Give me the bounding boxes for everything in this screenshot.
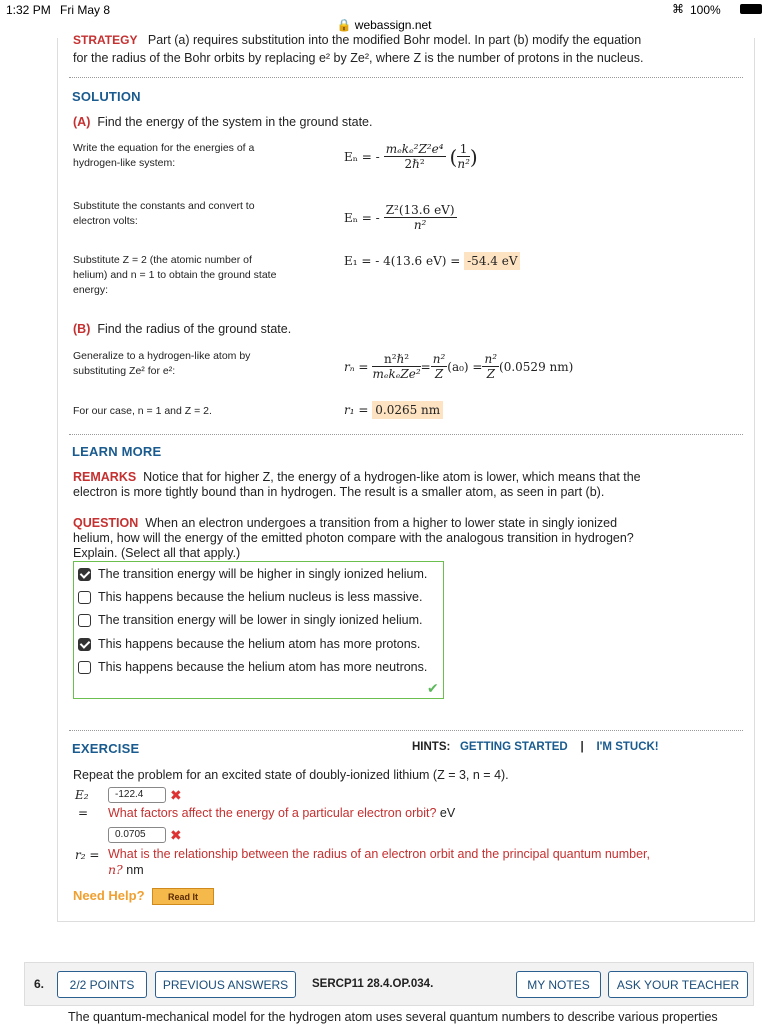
option-3-label: The transition energy will be lower in singly ionized helium.: [98, 613, 423, 627]
option-5[interactable]: [78, 660, 427, 674]
equation-r1: [344, 403, 443, 417]
wrong-x-icon: ✖: [170, 787, 182, 803]
hints-bar: [412, 741, 659, 753]
divider: [69, 434, 743, 435]
step3-line1: Substitute Z = 2 (the atomic number of: [73, 254, 252, 266]
option-4-label: This happens because the helium atom has more protons.: [98, 637, 421, 651]
option-4[interactable]: [78, 637, 420, 651]
option-2-label: This happens because the helium nucleus is less massive.: [98, 590, 423, 604]
exercise-prompt: Repeat the problem for an excited state of doubly-ionized lithium (Z = 3, n = 4).: [73, 768, 509, 782]
remarks-line2: electron is more tightly bound than in hydrogen. The result is a smaller atom, as seen in part (b).: [73, 485, 605, 499]
step5-text: For our case, n = 1 and Z = 2.: [73, 405, 212, 417]
r2-label: r₂ =: [75, 848, 100, 862]
step1-text: [73, 141, 254, 171]
exercise-heading: EXERCISE: [72, 741, 140, 756]
eq-en-num: mₑkₑ²Z²e⁴: [385, 142, 444, 156]
checkbox-unchecked[interactable]: [78, 614, 91, 627]
option-1-label: The transition energy will be higher in singly ionized helium.: [98, 567, 428, 581]
e2-input[interactable]: -122.4: [108, 787, 166, 803]
next-question-text: The quantum-mechanical model for the hydrogen atom uses several quantum numbers to describe various properties: [68, 1010, 718, 1024]
step4-text: [73, 349, 250, 379]
eq-rn-num: n²ℏ²: [372, 352, 420, 367]
e1-expr: E₁ = - 4(13.6 eV) =: [344, 254, 461, 268]
checkbox-checked[interactable]: [78, 568, 91, 581]
r1-expr: r₁ =: [344, 403, 369, 417]
battery-text: 100%: [690, 3, 721, 17]
question-label: QUESTION: [73, 516, 139, 530]
step4-line2: substituting Ze² for e²:: [73, 365, 176, 377]
points-button[interactable]: 2/2 POINTS: [57, 971, 147, 998]
divider: [69, 77, 743, 78]
previous-answers-button[interactable]: PREVIOUS ANSWERS: [155, 971, 296, 998]
read-it-button[interactable]: Read It: [152, 888, 214, 905]
part-a-label: (A): [73, 115, 91, 129]
hint-getting-started[interactable]: GETTING STARTED: [459, 741, 568, 753]
r2-feedback-block: [108, 847, 748, 878]
wifi-icon: ⌘: [672, 2, 684, 16]
option-2[interactable]: [78, 590, 422, 604]
remarks-label: REMARKS: [73, 470, 137, 484]
e2-equals: =: [78, 806, 89, 820]
remarks-line1: Notice that for higher Z, the energy of a hydrogen-like atom is lower, which means that the: [143, 470, 641, 484]
eq-rn-den: mₑkₑZe²: [372, 367, 421, 381]
option-1[interactable]: [78, 567, 427, 581]
strategy-label: STRATEGY: [73, 33, 138, 47]
step2-line1: Substitute the constants and convert to: [73, 200, 255, 212]
option-3[interactable]: [78, 613, 422, 627]
eq-en-paren-den: n²: [457, 157, 470, 171]
status-time: 1:32 PM: [6, 3, 51, 17]
option-5-label: This happens because the helium atom has more neutrons.: [98, 660, 428, 674]
strategy-text1: Part (a) requires substitution into the modified Bohr model. In part (b) modify the equation: [147, 33, 642, 47]
answer-options-box: [73, 561, 444, 699]
ask-teacher-button[interactable]: ASK YOUR TEACHER: [608, 971, 748, 998]
e2-label: E₂: [75, 788, 89, 802]
r2-input[interactable]: 0.0705: [108, 827, 166, 843]
e2-feedback: What factors affect the energy of a particular electron orbit?: [108, 806, 437, 820]
hint-im-stuck[interactable]: I'M STUCK!: [596, 741, 659, 753]
learn-more-heading: LEARN MORE: [72, 444, 162, 459]
e1-answer: -54.4 eV: [464, 252, 520, 270]
divider: [69, 730, 743, 731]
remarks-block: [73, 470, 743, 500]
wrong-x-icon: ✖: [170, 827, 182, 843]
eq-en2-den: n²: [413, 218, 427, 232]
eq-en-lhs: Eₙ = -: [344, 149, 380, 164]
part-b-title: Find the radius of the ground state.: [97, 322, 292, 336]
my-notes-button[interactable]: MY NOTES: [516, 971, 601, 998]
eq-rn-lhs: rₙ =: [344, 359, 369, 374]
question-line1: When an electron undergoes a transition from a higher to lower state in singly ionized: [145, 516, 618, 530]
correct-check-icon: ✔: [427, 680, 439, 696]
step1-line1: Write the equation for the energies of a: [73, 142, 255, 154]
step2-text: [73, 199, 255, 229]
e2-unit: eV: [439, 806, 456, 820]
need-help-label: Need Help?: [73, 888, 145, 903]
question-line2: helium, how will the energy of the emitted photon compare with the analogous transition in hydrogen?: [73, 531, 634, 545]
r1-answer: 0.0265 nm: [372, 401, 443, 419]
step1-line2: hydrogen-like system:: [73, 157, 176, 169]
eq-rn-end-den: Z: [486, 367, 495, 381]
equation-energy-ev: [344, 203, 457, 232]
eq-en-paren-num: 1: [457, 142, 470, 157]
equation-e1: [344, 254, 520, 268]
equation-radius: rₙ = $\frac{\text{n²ℏ²}}{\text{mₑkₑZe²}}$ = $\frac{\text{n²}}{Z}$ (a₀) = $\frac{\text{n²}}{Z}$ (0.0529 nm): [344, 352, 574, 381]
step3-text: [73, 253, 276, 298]
eq-rn-mid-den: Z: [434, 367, 444, 381]
part-a-title: Find the energy of the system in the ground state.: [97, 115, 373, 129]
checkbox-checked[interactable]: [78, 638, 91, 651]
equation-energy-general: Eₙ = - $\frac{\text{mₑkₑ²Z²e⁴}}{\text{2ℏ²}}$ ( $\frac{1}{\text{n²}}$ ): [344, 142, 478, 171]
r2-unit: nm: [126, 863, 144, 877]
question-number: 6.: [34, 977, 45, 991]
checkbox-unchecked[interactable]: [78, 661, 91, 674]
r2-feedback-line1: What is the relationship between the radius of an electron orbit and the principal quantum number,: [108, 847, 650, 861]
eq-rn-val: (0.0529 nm): [499, 359, 574, 374]
hint-separator: |: [580, 741, 584, 753]
checkbox-unchecked[interactable]: [78, 591, 91, 604]
problem-code: SERCP11 28.4.OP.034.: [312, 978, 434, 990]
status-bar: [0, 0, 768, 18]
eq-rn-end-num: n²: [484, 352, 498, 366]
eq-en2-num: Z²(13.6 eV): [385, 203, 455, 217]
url-text: webassign.net: [354, 18, 432, 32]
strategy-line1: [73, 33, 753, 48]
e2-feedback-line: [108, 806, 455, 821]
lock-icon: 🔒: [336, 18, 352, 32]
eq-rn-mid-num: n²: [432, 352, 446, 366]
eq-en-den: 2ℏ²: [404, 157, 425, 171]
step3-line3: energy:: [73, 284, 109, 296]
hints-label: HINTS:: [412, 741, 451, 753]
solution-heading: SOLUTION: [72, 89, 141, 104]
status-date: Fri May 8: [60, 3, 111, 17]
r2-feedback-line2: n?: [108, 862, 123, 877]
part-b-label: (B): [73, 322, 91, 336]
eq-rn-a0: (a₀) =: [447, 359, 483, 374]
battery-icon: [740, 4, 762, 14]
eq-en2-lhs: Eₙ = -: [344, 210, 380, 225]
strategy-line2: for the radius of the Bohr orbits by replacing e² by Ze², where Z is the number of protons in the nucleus.: [73, 51, 644, 65]
question-block: [73, 516, 743, 561]
step2-line2: electron volts:: [73, 215, 138, 227]
step3-line2: helium) and n = 1 to obtain the ground state: [73, 269, 277, 281]
step4-line1: Generalize to a hydrogen-like atom by: [73, 350, 251, 362]
question-line3: Explain. (Select all that apply.): [73, 546, 241, 560]
